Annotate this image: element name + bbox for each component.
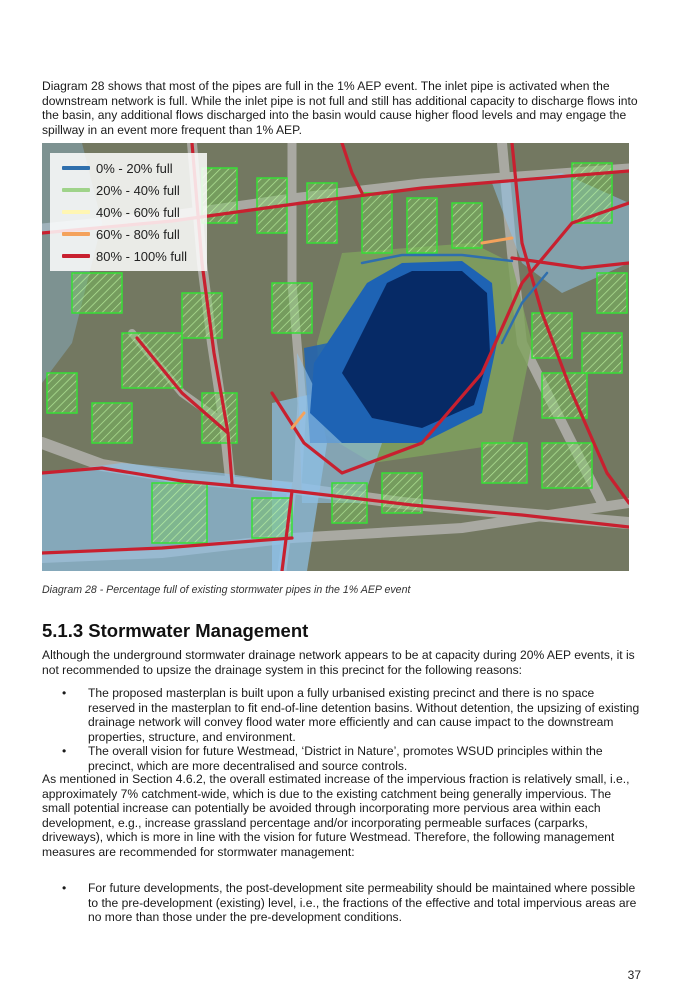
legend-item-80-100 [62,247,187,265]
legend-label: 60% - 80% full [96,226,180,242]
list-item: • The proposed masterplan is built upon a fully urbanised existing precinct and there is no space reserved in the masterplan to fit end-of-line detention basins. Without detention, the upsizing of existing drainage network will convey flood water more efficiently and can cause impact to the downstream properties, structure, and environment. [62,686,642,744]
page-number: 37 [627,968,641,982]
legend-swatch-yellow [62,210,90,214]
legend-label: 40% - 60% full [96,204,180,220]
legend-swatch-red [62,254,90,258]
section-ref-paragraph: As mentioned in Section 4.6.2, the overall estimated increase of the impervious fraction is relatively small, i.e., approximately 7% catchment-wide, which is due to the existing catchment being generally impervious. The small potential increase can potentially be avoided through incorporating more pervious area within each development, e.g., increase grassland percentage and/or incorporating permeable surfaces (carparks, driveways), which is more in line with the vision for future Westmead. Therefore, the following management measures are recommended for stormwater management: [42,772,630,859]
legend-label: 20% - 40% full [96,182,180,198]
legend-label: 0% - 20% full [96,160,173,176]
list-item: • The overall vision for future Westmead, ‘District in Nature’, promotes WSUD principles within the precinct, which are more decentralised and source controls. [62,744,642,773]
reasons-intro-paragraph: Although the underground stormwater drainage network appears to be at capacity during 20% AEP events, it is not recommended to upsize the drainage system in this precinct for the following reasons: [42,648,635,677]
figure-caption: Diagram 28 - Percentage full of existing stormwater pipes in the 1% AEP event [42,584,411,596]
measures-list [62,881,642,925]
legend-swatch-green [62,188,90,192]
intro-paragraph: Diagram 28 shows that most of the pipes are full in the 1% AEP event. The inlet pipe is activated when the downstream network is full. While the inlet pipe is not full and still has additional capacity to discharge flows into the basin, any additional flows discharged into the basin would cause higher flood levels and may engage the spillway in an event more frequent than 1% AEP. [42,79,638,137]
legend-label: 80% - 100% full [96,248,188,264]
legend-item-0-20 [62,159,173,177]
list-item: • For future developments, the post-development site permeability should be maintained where possible to the pre-development (existing) level, i.e., the fractions of the effective and total impervious areas are no more than those under the pre-development conditions. [62,881,642,925]
legend-item-60-80 [62,225,180,243]
map-legend [50,153,207,271]
legend-swatch-blue [62,166,90,170]
legend-item-40-60 [62,203,180,221]
reasons-list [62,686,642,774]
flood-map [42,143,629,571]
section-heading: 5.1.3 Stormwater Management [42,620,309,641]
legend-item-20-40 [62,181,180,199]
legend-swatch-orange [62,232,90,236]
